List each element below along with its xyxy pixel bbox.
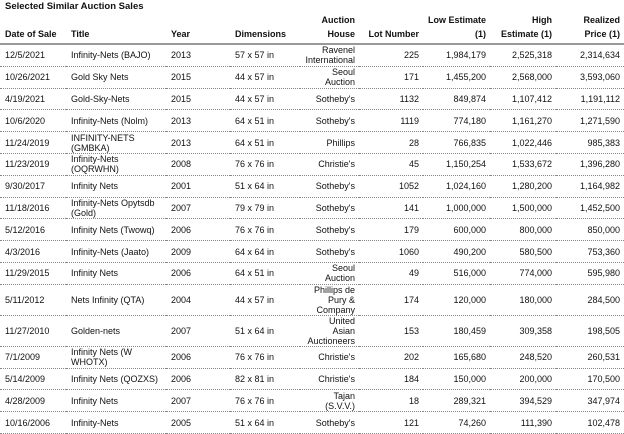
cell-year: 2013 [166,132,230,154]
cell-date-of-sale: 5/14/2009 [0,368,66,390]
cell-date-of-sale: 9/30/2017 [0,175,66,197]
cell-high-estimate: 800,000 [490,219,556,241]
cell-auction-house: Christie's [300,153,359,175]
cell-lot-number: 45 [359,153,423,175]
cell-realized-price: 1,164,982 [556,175,624,197]
cell-dimensions: 64 x 51 in [230,262,300,284]
cell-auction-house: Sotheby's [300,219,359,241]
column-header-date-of-sale: Date of Sale [0,13,66,44]
table-row [0,44,624,66]
cell-high-estimate: 200,000 [490,368,556,390]
cell-lot-number: 225 [359,44,423,66]
cell-high-estimate: 394,529 [490,390,556,412]
cell-dimensions: 57 x 57 in [230,44,300,66]
cell-date-of-sale: 12/5/2021 [0,44,66,66]
cell-high-estimate: 1,533,672 [490,153,556,175]
cell-year: 2001 [166,175,230,197]
column-header-year: Year [166,13,230,44]
cell-dimensions: 82 x 81 in [230,368,300,390]
cell-auction-house: Seoul Auction [300,66,359,88]
cell-auction-house: Phillips de Pury & Company [300,284,359,315]
cell-auction-house: Sotheby's [300,175,359,197]
cell-title: Infinity-Nets (OQRWHN) [66,153,166,175]
cell-realized-price: 850,000 [556,219,624,241]
cell-title: Infinity-Nets Opytsdb (Gold) [66,197,166,219]
cell-auction-house: Sotheby's [300,88,359,110]
cell-lot-number: 121 [359,412,423,434]
header-row [0,13,624,44]
column-header-lot-number: Lot Number [359,13,423,44]
cell-realized-price: 284,500 [556,284,624,315]
cell-low-estimate: 516,000 [423,262,490,284]
cell-title: Infinity Nets [66,175,166,197]
cell-year: 2013 [166,44,230,66]
cell-low-estimate: 766,835 [423,132,490,154]
cell-dimensions: 44 x 57 in [230,284,300,315]
cell-high-estimate: 1,500,000 [490,197,556,219]
cell-dimensions: 79 x 79 in [230,197,300,219]
cell-date-of-sale: 5/11/2012 [0,284,66,315]
column-header-low-estimate: Low Estimate (1) [423,13,490,44]
cell-dimensions: 64 x 51 in [230,110,300,132]
cell-lot-number: 18 [359,390,423,412]
table-row [0,368,624,390]
cell-title: Infinity-Nets (Nolm) [66,110,166,132]
cell-title: Infinity Nets (Twowq) [66,219,166,241]
cell-realized-price: 260,531 [556,346,624,368]
cell-year: 2015 [166,88,230,110]
cell-realized-price: 985,383 [556,132,624,154]
cell-year: 2007 [166,197,230,219]
cell-lot-number: 1060 [359,241,423,263]
cell-title: Infinity Nets (W WHOTX) [66,346,166,368]
cell-title: Infinity Nets [66,390,166,412]
cell-year: 2006 [166,262,230,284]
cell-low-estimate: 289,321 [423,390,490,412]
cell-auction-house: Phillips [300,132,359,154]
cell-lot-number: 1132 [359,88,423,110]
cell-high-estimate: 1,161,270 [490,110,556,132]
table-row [0,66,624,88]
cell-auction-house: United Asian Auctioneers [300,315,359,346]
cell-realized-price: 3,593,060 [556,66,624,88]
cell-lot-number: 171 [359,66,423,88]
cell-year: 2006 [166,219,230,241]
cell-date-of-sale: 10/6/2020 [0,110,66,132]
cell-year: 2004 [166,284,230,315]
cell-low-estimate: 774,180 [423,110,490,132]
cell-high-estimate: 774,000 [490,262,556,284]
cell-dimensions: 76 x 76 in [230,390,300,412]
cell-year: 2006 [166,346,230,368]
table-row [0,88,624,110]
cell-title: Infinity-Nets (Jaato) [66,241,166,263]
cell-realized-price: 170,500 [556,368,624,390]
table-title: Selected Similar Auction Sales [5,1,144,12]
cell-high-estimate: 309,358 [490,315,556,346]
cell-auction-house: Christie's [300,368,359,390]
cell-auction-house: Seoul Auction [300,262,359,284]
cell-title: INFINITY-NETS (GMBKA) [66,132,166,154]
table-row [0,132,624,154]
cell-low-estimate: 120,000 [423,284,490,315]
table-row [0,153,624,175]
table-row [0,197,624,219]
cell-year: 2006 [166,368,230,390]
cell-low-estimate: 1,984,179 [423,44,490,66]
cell-dimensions: 64 x 64 in [230,241,300,263]
cell-realized-price: 102,478 [556,412,624,434]
table-row [0,241,624,263]
cell-year: 2013 [166,110,230,132]
cell-lot-number: 179 [359,219,423,241]
column-header-title: Title [66,13,166,44]
table-row [0,175,624,197]
cell-low-estimate: 180,459 [423,315,490,346]
cell-title: Gold Sky Nets [66,66,166,88]
cell-low-estimate: 600,000 [423,219,490,241]
cell-low-estimate: 849,874 [423,88,490,110]
table-row [0,412,624,434]
cell-realized-price: 1,396,280 [556,153,624,175]
cell-title: Nets Infinity (QTA) [66,284,166,315]
cell-lot-number: 174 [359,284,423,315]
cell-low-estimate: 1,150,254 [423,153,490,175]
cell-auction-house: Sotheby's [300,412,359,434]
cell-year: 2009 [166,241,230,263]
cell-title: Infinity-Nets (BAJO) [66,44,166,66]
cell-dimensions: 44 x 57 in [230,88,300,110]
cell-title: Infinity-Nets [66,412,166,434]
cell-dimensions: 44 x 57 in [230,66,300,88]
table-row [0,315,624,346]
cell-low-estimate: 150,000 [423,368,490,390]
cell-lot-number: 28 [359,132,423,154]
cell-title: Infinity Nets (QOZXS) [66,368,166,390]
cell-realized-price: 753,360 [556,241,624,263]
cell-high-estimate: 180,000 [490,284,556,315]
cell-dimensions: 76 x 76 in [230,346,300,368]
cell-dimensions: 64 x 51 in [230,132,300,154]
cell-low-estimate: 1,455,200 [423,66,490,88]
cell-date-of-sale: 11/23/2019 [0,153,66,175]
table-row [0,284,624,315]
cell-realized-price: 2,314,634 [556,44,624,66]
cell-realized-price: 1,271,590 [556,110,624,132]
cell-realized-price: 1,452,500 [556,197,624,219]
cell-title: Infinity Nets [66,262,166,284]
cell-low-estimate: 165,680 [423,346,490,368]
cell-year: 2008 [166,153,230,175]
table-row [0,219,624,241]
table-row [0,346,624,368]
cell-lot-number: 49 [359,262,423,284]
cell-date-of-sale: 5/12/2016 [0,219,66,241]
cell-auction-house: Ravenel International [300,44,359,66]
cell-dimensions: 51 x 64 in [230,175,300,197]
table-row [0,390,624,412]
cell-date-of-sale: 11/18/2016 [0,197,66,219]
auction-sales-table [0,13,624,434]
cell-year: 2007 [166,390,230,412]
cell-low-estimate: 74,260 [423,412,490,434]
cell-date-of-sale: 4/19/2021 [0,88,66,110]
cell-auction-house: Christie's [300,346,359,368]
table-row [0,110,624,132]
cell-realized-price: 1,191,112 [556,88,624,110]
cell-date-of-sale: 4/3/2016 [0,241,66,263]
cell-auction-house: Sotheby's [300,197,359,219]
cell-date-of-sale: 10/16/2006 [0,412,66,434]
column-header-realized-price: Realized Price (1) [556,13,624,44]
cell-lot-number: 141 [359,197,423,219]
cell-year: 2015 [166,66,230,88]
column-header-high-estimate: High Estimate (1) [490,13,556,44]
cell-date-of-sale: 10/26/2021 [0,66,66,88]
table-row [0,262,624,284]
cell-dimensions: 51 x 64 in [230,412,300,434]
cell-year: 2007 [166,315,230,346]
cell-high-estimate: 248,520 [490,346,556,368]
cell-lot-number: 184 [359,368,423,390]
cell-date-of-sale: 11/24/2019 [0,132,66,154]
cell-auction-house: Tajan (S.V.V.) [300,390,359,412]
cell-high-estimate: 1,107,412 [490,88,556,110]
cell-dimensions: 76 x 76 in [230,219,300,241]
column-header-auction-house: Auction House [300,13,359,44]
cell-date-of-sale: 11/29/2015 [0,262,66,284]
cell-date-of-sale: 11/27/2010 [0,315,66,346]
cell-high-estimate: 2,525,318 [490,44,556,66]
cell-realized-price: 347,974 [556,390,624,412]
cell-lot-number: 1119 [359,110,423,132]
cell-title: Golden-nets [66,315,166,346]
cell-low-estimate: 1,024,160 [423,175,490,197]
cell-year: 2005 [166,412,230,434]
cell-high-estimate: 1,280,200 [490,175,556,197]
cell-dimensions: 76 x 76 in [230,153,300,175]
cell-realized-price: 198,505 [556,315,624,346]
cell-high-estimate: 1,022,446 [490,132,556,154]
cell-low-estimate: 490,200 [423,241,490,263]
cell-high-estimate: 111,390 [490,412,556,434]
cell-title: Gold-Sky-Nets [66,88,166,110]
cell-realized-price: 595,980 [556,262,624,284]
cell-low-estimate: 1,000,000 [423,197,490,219]
cell-high-estimate: 2,568,000 [490,66,556,88]
cell-lot-number: 202 [359,346,423,368]
column-header-dimensions: Dimensions [230,13,300,44]
cell-auction-house: Sotheby's [300,241,359,263]
cell-high-estimate: 580,500 [490,241,556,263]
cell-dimensions: 51 x 64 in [230,315,300,346]
cell-lot-number: 1052 [359,175,423,197]
cell-lot-number: 153 [359,315,423,346]
cell-auction-house: Sotheby's [300,110,359,132]
cell-date-of-sale: 7/1/2009 [0,346,66,368]
cell-date-of-sale: 4/28/2009 [0,390,66,412]
